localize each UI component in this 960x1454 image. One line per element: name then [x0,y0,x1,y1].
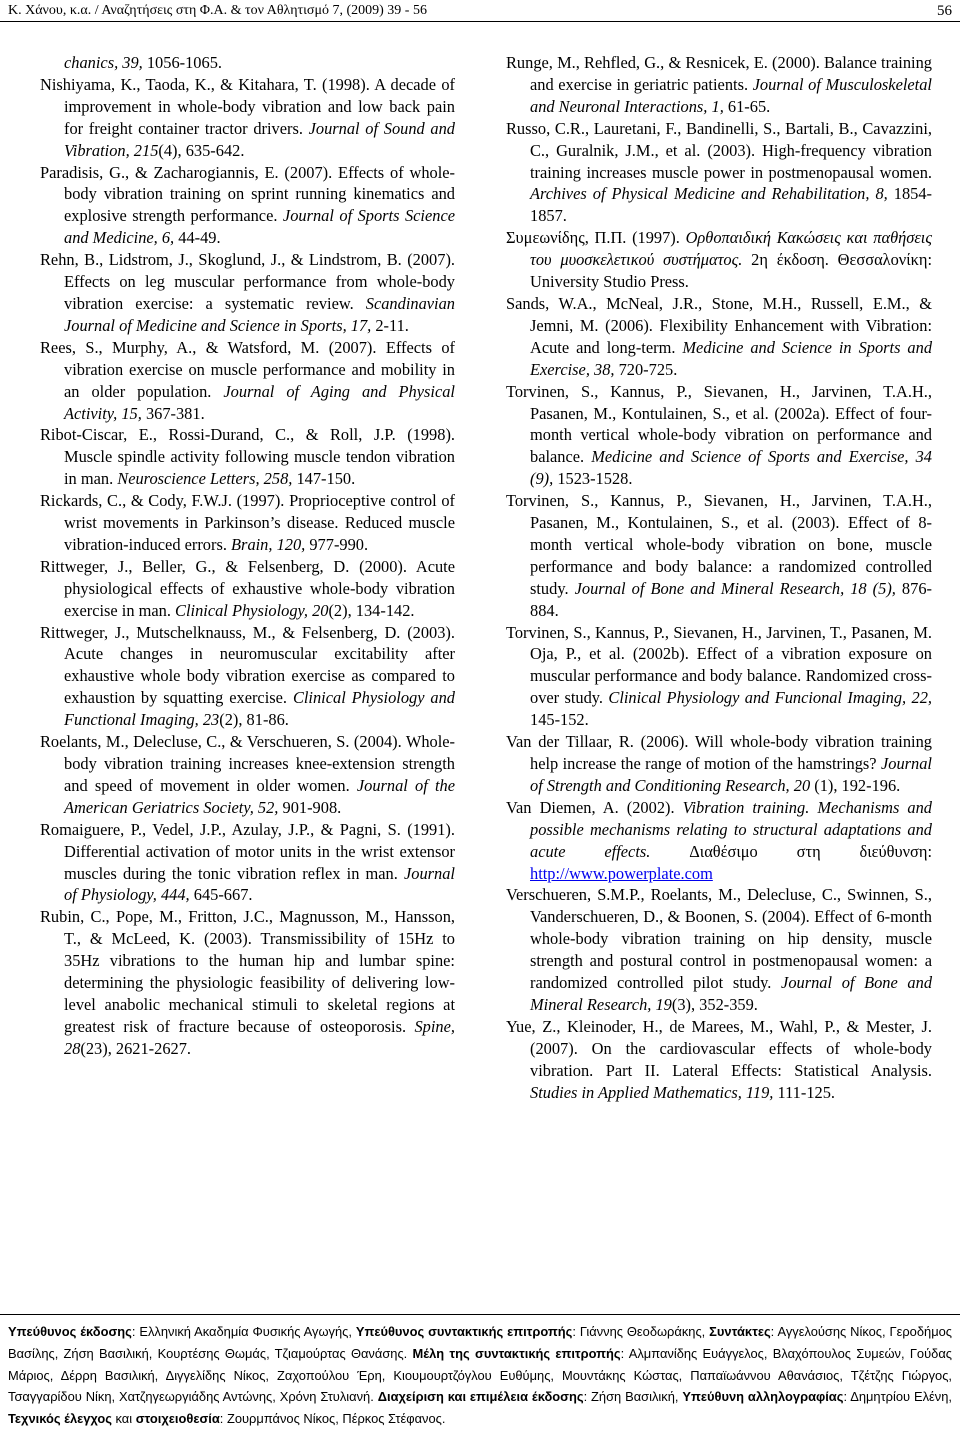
reference-text: Rubin, C., Pope, M., Fritton, J.C., Magnusson, M., Hansson, T., & McLeed, K. (2003). Transmissibility of 15Hz to 35Hz vibrations to the human hip and lumbar spine: determining the physiologic feasibility of delivering low-level anabolic mechanical stimuli to skeletal regions at greatest risk of fracture because of osteoporosis. [40,907,455,1036]
reference-details: (2), 81-86. [219,710,289,730]
reference-details: 2η έκδοση. Θεσσαλονίκη: University Studio Press. [530,250,933,292]
reference-text: Torvinen, S., Kannus, P., Sievanen, H., Jarvinen, T., Pasanen, M. Oja, P., et al. (2002b). Effect of a vibration exposure on muscular performance and body balance. Randomized cross-over study. [506,622,932,708]
reference-details: (1), 192-196. [810,775,901,795]
footer-role-label: Υπεύθυνη αλληλογραφίας [682,1389,844,1405]
reference-details: 977-990. [305,534,369,554]
reference-text: Rittweger, J., Beller, G., & Felsenberg, D. (2000). Acute physiological effects of exhaustive whole-body vibration exercise in man. [40,556,455,620]
reference-text: Sands, W.A., McNeal, J.R., Stone, M.H., Russell, E.M., & Jemni, M. (2006). Flexibility Enhancement with Vibration: Acute and long-term. [506,293,932,357]
footer-role-label: Μέλη της συντακτικής επιτροπής [412,1345,621,1361]
reference-details: 44-49. [174,228,221,248]
reference-text: Roelants, M., Delecluse, C., & Verschueren, S. (2004). Whole-body vibration training increases knee-extension strength and speed of movement in older women. [40,732,455,795]
reference-entry [40,74,455,162]
reference-source: Ορθοπαιδική Κακώσεις και παθήσεις του μυοσκελετικού συστήματος. [530,228,933,270]
reference-entry [506,118,932,228]
reference-text: Nishiyama, K., Taoda, K., & Kitahara, T. (1998). A decade of improvement in whole-body vibration and low back pain for freight container tractor drivers. [40,74,455,138]
reference-text: Rees, S., Murphy, A., & Watsford, M. (2007). Effects of vibration exercise on muscle performance and mobility in an older population. [40,337,455,401]
reference-details: (2), 134-142. [328,600,415,620]
footer-names: : Ζουρμπάνος Νίκος, Πέρκος Στέφανος. [219,1411,446,1427]
reference-entry [40,622,455,732]
reference-details: 61-65. [723,96,771,116]
reference-source: Journal of Strength and Conditioning Research, 20 [530,754,932,795]
reference-source: Medicine and Science in Sports and Exercise, 38, [530,337,933,379]
reference-source: Journal of Bone and Mineral Research, 19 [530,973,933,1014]
reference-text: Torvinen, S., Kannus, P., Sievanen, H., Jarvinen, T.A.H., Pasanen, M., Kontulainen, S., et al. (2003). Effect of 8-month vertical whole-body vibration on bone, muscle performance and body balance: a randomized controlled study. [506,491,932,598]
reference-entry [40,52,455,74]
reference-entry [506,52,932,118]
reference-details: 1056-1065. [142,53,222,72]
references-right-column [506,52,932,1104]
references-left-column [40,52,455,1060]
reference-details: 901-908. [278,797,342,817]
reference-source: Vibration training. Mechanisms and possible mechanisms relating to structural adaptations and acute effects. [530,797,933,861]
reference-entry [506,884,932,1015]
reference-text: Van der Tillaar, R. (2006). Will whole-body vibration training help increase the range of motion of the hamstrings? [506,732,932,773]
footer-names: : Δημητρίου Ελένη, [843,1389,952,1405]
reference-text: Van Diemen, A. (2002). [506,797,683,817]
reference-source: Clinical Physiology, 20 [175,600,329,620]
footer-names: : Ελληνική Ακαδημία Φυσικής Αγωγής, [131,1324,356,1339]
reference-source: Neuroscience Letters, 258, [117,469,293,489]
reference-entry [40,556,455,622]
reference-source: Journal of the American Geriatrics Society, 52, [64,775,455,817]
reference-entry [506,731,932,797]
footer-role-label: στοιχειοθεσία [135,1411,220,1427]
footer-names: : Γιάννης Θεοδωράκης, [572,1324,710,1339]
footer-role-label: Συντάκτες [709,1324,771,1339]
footer-names: και [111,1411,136,1427]
footer-names: : Αγγελούσης Νίκος, Γεροδήμος Βασίλης, Ζήση Βασιλική, Κουρτέσης Θωμάς, Τζιαμούρτας Θανάσης. [8,1324,952,1361]
reference-entry [506,227,932,293]
reference-details: (3), 352-359. [671,994,758,1014]
reference-text: Yue, Z., Kleinoder, H., de Marees, M., Wahl, P., & Mester, J. (2007). On the cardiovascular effects of whole-body vibration. Part II. Lateral Effects: Statistical Analysis. [506,1016,932,1080]
footer-role-label: Τεχνικός έλεγχος [8,1411,112,1427]
reference-source: Clinical Physiology and Functional Imaging, 23 [64,688,455,730]
reference-source: Journal of Sports Science and Medicine, 6, [64,206,455,248]
footer-role-label: Υπεύθυνος έκδοσης [8,1324,132,1339]
reference-entry [40,424,455,490]
footer-rule [0,1314,960,1315]
reference-link[interactable]: http://www.powerplate.com [530,863,713,883]
reference-entry [40,249,455,337]
running-header [0,0,960,22]
reference-entry [40,490,455,556]
footer-role-label: Υπεύθυνος συντακτικής επιτροπής [355,1324,573,1339]
page-number: 56 [937,3,952,19]
reference-source: Spine, 28 [64,1016,455,1058]
reference-details: (23), 2621-2627. [80,1038,192,1058]
reference-source: Journal of Bone and Mineral Research, 18 (5), [574,578,896,598]
reference-details: Διαθέσιμο στη διεύθυνση: [650,841,932,861]
reference-details: 876-884. [530,578,932,620]
reference-details: 147-150. [292,469,356,489]
reference-source: Studies in Applied Mathematics, 119, [530,1082,774,1102]
reference-text: Runge, M., Rehfled, G., & Resnicek, E. (2000). Balance training and exercise in geriatric patients. [506,53,932,94]
reference-entry [40,906,455,1059]
reference-details: 720-725. [614,359,678,379]
reference-details: 367-381. [141,403,205,423]
reference-entry [40,162,455,250]
reference-details: 2-11. [371,315,409,335]
reference-entry [506,622,932,732]
footer-names: : Αλμπανίδης Ευάγγελος, Βλαχόπουλος Συμεών, Γούδας Μάριος, Δέρρη Βασιλική, Διγγελίδης Νίκος, Ζαχοπούλου Έρη, Κιουμουρτζόγλου Ευθύμης, Μουντάκης Κώστας, Παπαϊωάννου Αθανάσιος, Τζέτζης Γιώργος, Τσαγγαρίδου Νίκη, Χατζηγεωργιάδης Αντώνης, Χρόνη Στυλιανή. [8,1345,952,1405]
reference-details: 645-667. [189,885,253,905]
reference-details: 111-125. [773,1082,836,1102]
reference-text: Verschueren, S.M.P., Roelants, M., Delecluse, C., Swinnen, S., Vanderschueren, D., & Boonen, S. (2004). Effect of 6-month whole-body vibration training on hip density, muscle strength and postural control in postmenopausal women: a randomized controlled pilot study. [506,885,932,993]
reference-text: Torvinen, S., Kannus, P., Sievanen, H., Jarvinen, T.A.H., Pasanen, M., Kontulainen, S., et al. (2002a). Effect of four-month vertical whole-body vibration on performance and balance. [506,381,932,467]
reference-source: Clinical Physiology and Funcional Imaging, 22, [608,688,932,708]
reference-source: Archives of Physical Medicine and Rehabilitation, 8, [530,184,888,204]
reference-details: 145-152. [530,710,589,730]
reference-entry [506,1016,932,1104]
reference-text: Συμεωνίδης, Π.Π. (1997). [506,228,686,248]
reference-text: Ribot-Ciscar, E., Rossi-Durand, C., & Roll, J.P. (1998). Muscle spindle activity following muscle tendon vibration in man. [40,425,455,489]
reference-source: Journal of Sound and Vibration, 215 [64,118,455,160]
reference-text: Paradisis, G., & Zacharogiannis, E. (2007). Effects of whole-body vibration training on sprint running kinematics and explosive strength performance. [40,162,455,226]
reference-entry [506,797,932,885]
reference-text: Rickards, C., & Cody, F.W.J. (1997). Proprioceptive control of wrist movements in Parkinson’s disease. Reduced muscle vibration-induced errors. [40,491,455,554]
reference-text: Romaiguere, P., Vedel, J.P., Azulay, J.P., & Pagni, S. (1991). Differential activation of motor units in the wrist extensor muscles during the tonic vibration reflex in man. [40,819,455,883]
footer-role-label: Διαχείριση και επιμέλεια έκδοσης [377,1389,584,1405]
reference-source: chanics, 39, [64,53,143,72]
reference-source: Brain, 120, [231,534,306,554]
reference-details: 1854-1857. [530,184,933,226]
footer-names: : Ζήση Βασιλική, [583,1389,683,1405]
header-rule [0,21,960,22]
running-title: Κ. Χάνου, κ.α. / Αναζητήσεις στη Φ.Α. & τον Αθλητισμό 7, (2009) 39 - 56 [8,3,427,18]
reference-source: Scandinavian Journal of Medicine and Science in Sports, 17, [64,293,455,335]
reference-source: Journal of Musculoskeletal and Neuronal Interactions, 1, [530,74,932,116]
reference-entry [40,337,455,425]
reference-entry [40,819,455,907]
reference-text: Russo, C.R., Lauretani, F., Bandinelli, S., Bartali, B., Cavazzini, C., Guralnik, J.M., et al. (2003). High-frequency vibration training increases muscle power in postmenopausal women. [506,118,932,182]
reference-details: 1523-1528. [553,469,633,489]
reference-text: Rehn, B., Lidstrom, J., Skoglund, J., & Lindstrom, B. (2007). Effects on leg muscular performance from whole-body vibration exercise: a systematic review. [40,250,455,313]
footer-credits [0,1321,960,1430]
reference-details: (4), 635-642. [158,140,245,160]
reference-entry [40,731,455,819]
editorial-footer [0,1314,960,1430]
reference-source: Journal of Physiology, 444, [64,863,455,905]
reference-entry [506,293,932,381]
reference-text: Rittweger, J., Mutschelknauss, M., & Felsenberg, D. (2003). Acute changes in neuromuscular excitability after exhaustive whole body vibration exercise as compared to exhaustion by squatting exercise. [40,622,455,708]
reference-entry [506,381,932,491]
reference-entry [506,490,932,621]
reference-source: Medicine and Science of Sports and Exercise, 34 (9), [530,447,932,489]
reference-source: Journal of Aging and Physical Activity, 15, [64,381,455,423]
